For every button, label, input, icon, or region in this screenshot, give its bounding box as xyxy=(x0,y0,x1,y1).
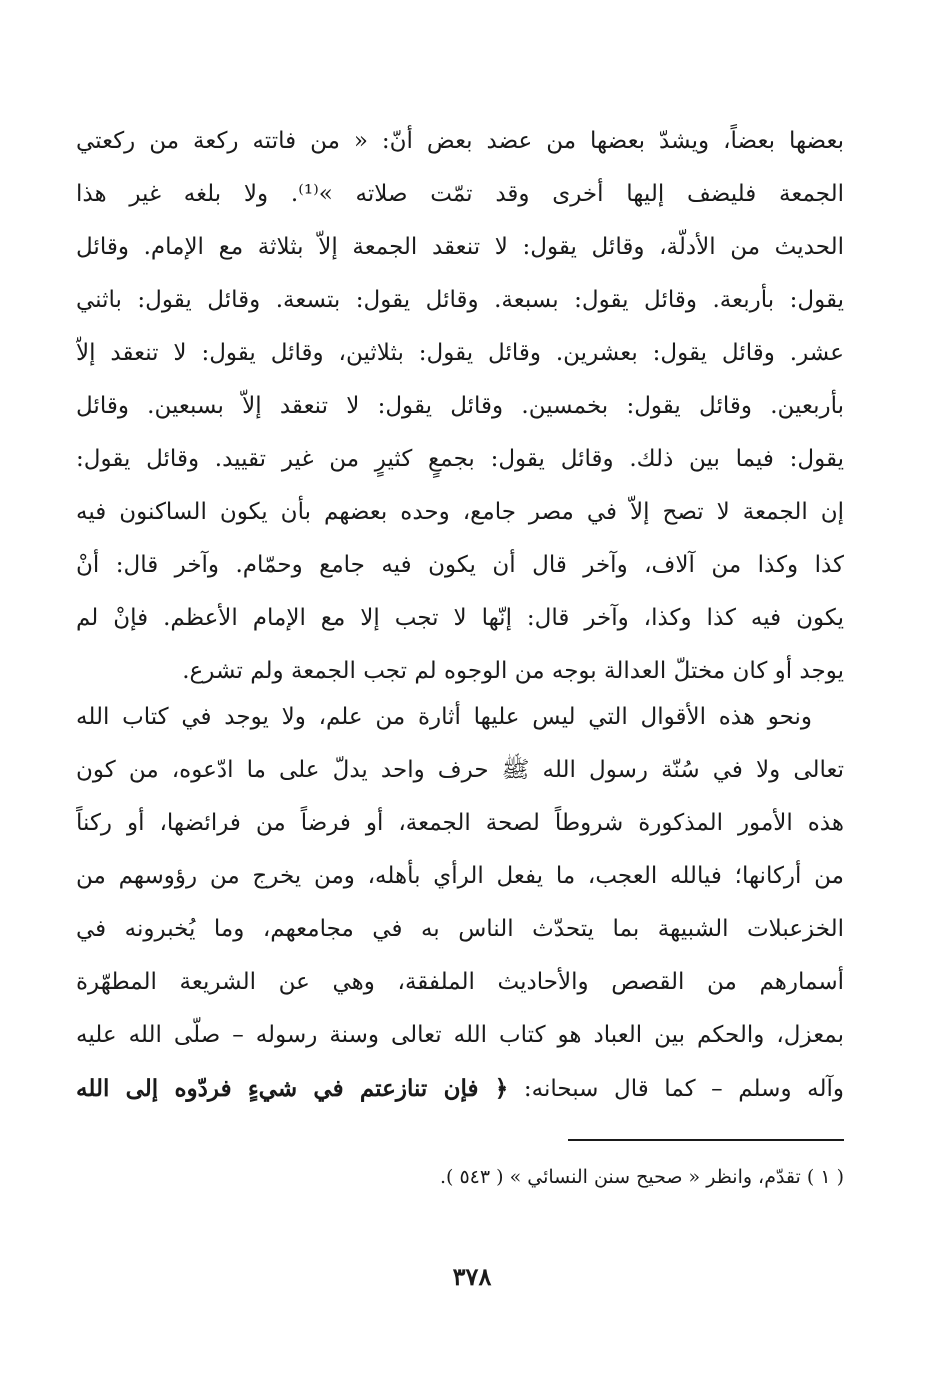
text-line: الخزعبلات الشبيهة بما يتحدّث الناس به في مجامعهم، وما يُخبرونه في xyxy=(76,916,844,942)
footnote-separator xyxy=(568,1139,844,1141)
page-number: ٣٧٨ xyxy=(452,1262,492,1291)
paragraph-1 xyxy=(76,115,844,698)
footnote: ( ١ ) تقدّم، وانظر « صحيح سنن النسائي » ( ٥٤٣ ). xyxy=(439,1166,844,1188)
text-line: الجمعة فليضف إليها أخرى وقد تمّت صلاته »⁽¹⁾. ولا بلغه غير هذا xyxy=(76,181,844,207)
text-line: هذه الأمور المذكورة شروطاً لصحة الجمعة، أو فرضاً من فرائضها، أو ركناً xyxy=(76,810,844,836)
text-line: كذا وكذا من آلاف، وآخر قال أن يكون فيه جامع وحمّام. وآخر قال: أنْ xyxy=(76,552,844,578)
quran-quote: ﴿ فإن تنازعتم في شيءٍ فردّوه إلى الله xyxy=(76,1075,509,1102)
text-line-with-quran-quote xyxy=(76,1062,844,1115)
text-line: من أركانها؛ فيالله العجب، ما يفعل الرأي بأهله، ومن يخرج من رؤوسهم من xyxy=(76,863,844,889)
text-line: بعضها بعضاً، ويشدّ بعضها من عضد بعض أنّ: « من فاتته ركعة من ركعتي xyxy=(76,128,844,154)
text-line: بمعزل، والحكم بين العباد هو كتاب الله تعالى وسنة رسوله – صلّى الله عليه xyxy=(76,1022,844,1048)
text-line: الحديث من الأدلّة، وقائل يقول: لا تنعقد الجمعة إلاّ بثلاثة مع الإمام. وقائل xyxy=(76,234,844,260)
paragraph-2 xyxy=(76,691,844,1115)
text-line: إن الجمعة لا تصح إلاّ في مصر جامع، وحده بعضهم بأن يكون الساكنون فيه xyxy=(76,499,844,525)
text-line: يوجد أو كان مختلّ العدالة بوجه من الوجوه لم تجب الجمعة ولم تشرع. xyxy=(182,658,844,684)
text-line: يقول: بأربعة. وقائل يقول: بسبعة. وقائل يقول: بتسعة. وقائل يقول: باثني xyxy=(76,287,844,313)
text-line-prefix: وآله وسلم – كما قال سبحانه: xyxy=(508,1076,844,1102)
text-line: بأربعين. وقائل يقول: بخمسين. وقائل يقول: لا تنعقد إلاّ بسبعين. وقائل xyxy=(76,393,844,419)
text-line: عشر. وقائل يقول: بعشرين. وقائل يقول: بثلاثين، وقائل يقول: لا تنعقد إلاّ xyxy=(76,340,844,366)
text-line: يكون فيه كذا وكذا، وآخر قال: إنّها لا تجب إلا مع الإمام الأعظم. فإنْ لم xyxy=(76,605,844,631)
text-line: ونحو هذه الأقوال التي ليس عليها أثارة من علم، ولا يوجد في كتاب الله xyxy=(76,704,812,730)
text-line: أسمارهم من القصص والأحاديث الملفقة، وهي عن الشريعة المطهّرة xyxy=(76,969,844,995)
text-line: تعالى ولا في سُنّة رسول الله ﷺ حرف واحد يدلّ على ما ادّعوه، من كون xyxy=(76,757,844,783)
text-line: يقول: فيما بين ذلك. وقائل يقول: بجمعٍ كثيرٍ من غير تقييد. وقائل يقول: xyxy=(76,446,844,472)
